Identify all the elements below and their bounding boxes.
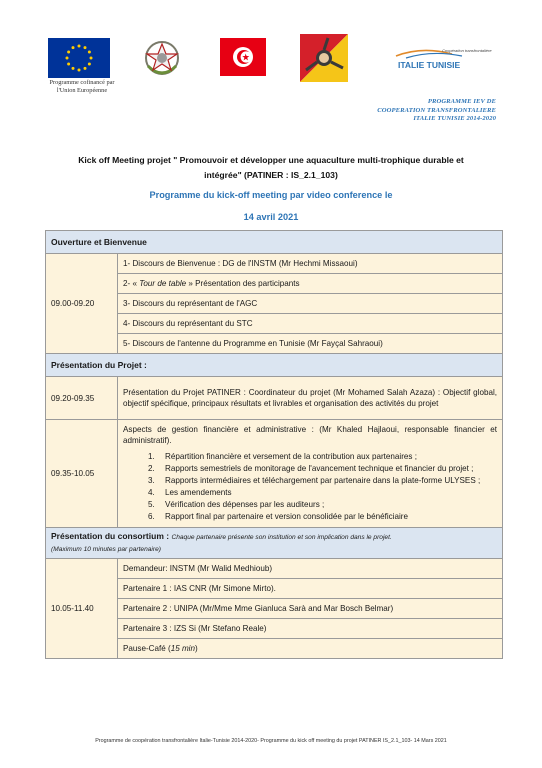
eu-star-icon — [88, 51, 91, 54]
pause-row: Pause-Café (15 min) — [118, 639, 503, 659]
eu-star-icon — [90, 57, 93, 60]
section-consortium-title: Présentation du consortium : — [51, 531, 170, 541]
programme-line1: PROGRAMME IEV DE — [427, 98, 496, 105]
partner-row: Partenaire 2 : UNIPA (Mr/Mme Mme Gianluca Sarà and Mar Bosch Belmar) — [118, 599, 503, 619]
section-row — [46, 231, 503, 254]
section-row — [46, 354, 503, 377]
title-line2: intégrée" (PATINER : IS_2.1_103) — [204, 169, 338, 180]
eu-caption-line1: Programme cofinancé par — [49, 79, 115, 86]
programme-header — [377, 98, 496, 124]
table-row — [46, 420, 503, 528]
programme-line3: ITALIE TUNISIE 2014-2020 — [413, 115, 496, 123]
eu-star-icon — [67, 63, 70, 66]
opening-item: 5- Discours de l'antenne du Programme en Tunisie (Mr Fayçal Sahraoui) — [123, 339, 383, 348]
programme-line2: COOPERATION TRANSFRONTALIERE — [377, 106, 496, 114]
meeting-date: 14 avril 2021 — [243, 212, 299, 222]
italian-emblem-icon — [142, 36, 182, 80]
time-cell: 09.00-09.20 — [46, 254, 118, 354]
eu-star-icon — [78, 69, 81, 72]
section-row — [46, 528, 503, 559]
opening-item: 3- Discours du représentant de l'AGC — [123, 299, 258, 308]
section-presentation-title: Présentation du Projet : — [46, 354, 503, 377]
page-footer: Programme de coopération transfrontalière Italie-Tunisie 2014-2020- Programme du kick off meeting du projet PATINER IS_2.1_103- 14 Mars 2021 — [95, 738, 447, 744]
finance-block — [118, 420, 503, 528]
document-title — [40, 153, 502, 182]
svg-text:ITALIE TUNISIE: ITALIE TUNISIE — [398, 60, 461, 70]
eu-star-icon — [84, 46, 87, 49]
list-item: 3. Rapports intermédiaires et téléchargement par partenaire dans la plate-forme ULYSES ; — [157, 475, 497, 486]
subtitle: Programme du kick-off meeting par video conference le — [149, 190, 393, 200]
eu-star-icon — [88, 63, 91, 66]
partner-row: Demandeur: INSTM (Mr Walid Medhioub) — [118, 559, 503, 579]
sicily-trinacria-icon — [300, 34, 348, 82]
svg-text:Coopération transfrontalière: Coopération transfrontalière — [442, 48, 492, 53]
time-cell: 09.20-09.35 — [46, 377, 118, 420]
opening-item: 2- « Tour de table » Présentation des participants — [123, 279, 300, 288]
section-consortium — [46, 528, 503, 559]
eu-star-icon — [84, 67, 87, 70]
consortium-note: Chaque partenaire présente son institution et son implication dans le projet. — [171, 534, 392, 541]
opening-item: 4- Discours du représentant du STC — [123, 319, 253, 328]
list-item: 2. Rapports semestriels de monitorage de l'avancement technique et financier du projet ; — [157, 463, 497, 474]
presentation-text: Présentation du Projet PATINER : Coordinateur du projet (Mr Mohamed Salah Azaza) : Objectif global, objectif spécifique, principaux résultats et livrables et organisation des activités du projet — [118, 377, 503, 420]
eu-caption — [32, 79, 132, 94]
eu-star-icon — [78, 45, 81, 48]
time-cell: 10.05-11.40 — [46, 559, 118, 659]
tunisia-flag-icon — [220, 38, 266, 76]
eu-star-icon — [72, 46, 75, 49]
table-row — [46, 559, 503, 579]
time-cell: 09.35-10.05 — [46, 420, 118, 528]
eu-star-icon — [72, 67, 75, 70]
opening-item: 1- Discours de Bienvenue : DG de l'INSTM (Mr Hechmi Missaoui) — [123, 259, 358, 268]
table-row — [46, 377, 503, 420]
italie-tunisie-logo-icon — [392, 44, 502, 72]
list-item: 4. Les amendements — [157, 487, 497, 498]
partner-row: Partenaire 1 : IAS CNR (Mr Simone Mirto). — [118, 579, 503, 599]
finance-intro: Aspects de gestion financière et administrative : (Mr Khaled Hajlaoui, responsable financier et administratif). — [123, 425, 497, 445]
section-opening-title: Ouverture et Bienvenue — [46, 231, 503, 254]
eu-caption-line2: l'Union Européenne — [56, 86, 108, 94]
list-item: 1. Répartition financière et versement de la contribution aux partenaires ; — [157, 451, 497, 462]
consortium-note2: (Maximum 10 minutes par partenaire) — [51, 546, 161, 553]
eu-star-icon — [66, 57, 69, 60]
eu-star-icon — [67, 51, 70, 54]
table-row — [46, 254, 503, 354]
opening-items — [118, 254, 503, 354]
title-line1: Kick off Meeting projet " Promouvoir et développer une aquaculture multi-trophique durable et — [78, 155, 464, 165]
list-item: 6. Rapport final par partenaire et version consolidée par le bénéficiaire — [157, 511, 497, 522]
finance-actions-list — [123, 451, 497, 522]
program-table — [45, 230, 503, 659]
eu-flag-icon — [48, 38, 110, 78]
list-item: 5. Vérification des dépenses par les auditeurs ; — [157, 499, 497, 510]
partner-row: Partenaire 3 : IZS Si (Mr Stefano Reale) — [118, 619, 503, 639]
